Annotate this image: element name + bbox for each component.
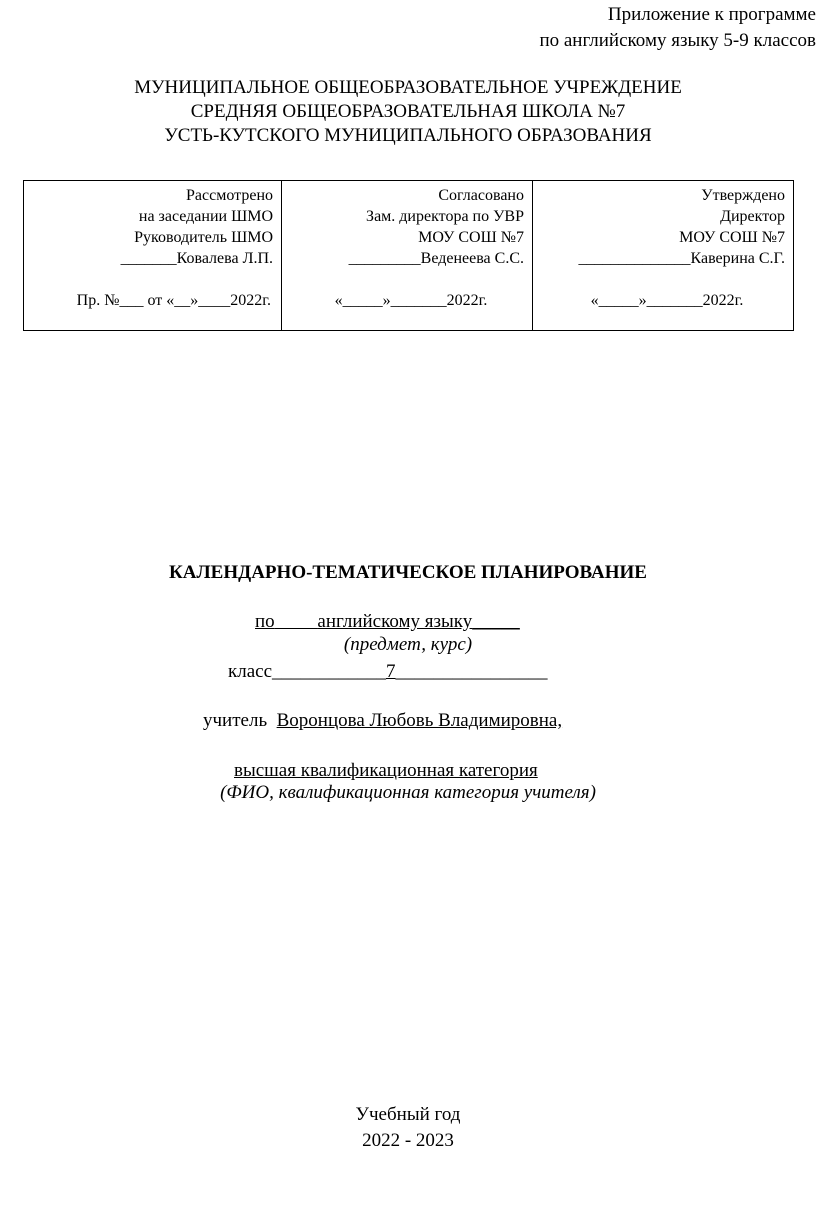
academic-year-value: 2022 - 2023 [362, 1130, 454, 1151]
agreed-date: «_____»_______2022г. [334, 292, 488, 309]
reviewed-role: Руководитель ШМО [134, 229, 273, 246]
school-line-3: УСТЬ-КУТСКОГО МУНИЦИПАЛЬНОГО ОБРАЗОВАНИЯ [164, 125, 652, 146]
school-line-1: МУНИЦИПАЛЬНОЕ ОБЩЕОБРАЗОВАТЕЛЬНОЕ УЧРЕЖДЕНИЕ [134, 77, 682, 98]
teacher-label: учитель [203, 710, 268, 731]
subject-trail: _____ [472, 611, 520, 632]
teacher-name: Воронцова Любовь Владимировна, [276, 710, 563, 731]
appendix-line-1: Приложение к программе [607, 4, 816, 25]
teacher-category: высшая квалификационная категория [234, 760, 538, 781]
grade-trail: ________________ [395, 661, 548, 682]
approved-date: «_____»_______2022г. [590, 292, 744, 309]
academic-year-label: Учебный год [355, 1104, 461, 1125]
reviewed-signature: _______Ковалева Л.П. [120, 250, 273, 267]
approved-org: МОУ СОШ №7 [679, 229, 785, 246]
teacher-note: (ФИО, квалификационная категория учителя) [220, 782, 596, 803]
subject-note: (предмет, курс) [343, 634, 473, 655]
document-title: КАЛЕНДАРНО-ТЕМАТИЧЕСКОЕ ПЛАНИРОВАНИЕ [169, 562, 647, 583]
school-header [0, 76, 816, 148]
appendix-line-2: по английскому языку 5-9 классов [539, 30, 816, 51]
approval-reviewed-cell [24, 181, 282, 330]
teacher-line [203, 710, 562, 732]
reviewed-where: на заседании ШМО [138, 208, 273, 225]
approved-signature: ______________Каверина С.Г. [578, 250, 785, 267]
grade-label: класс [228, 661, 273, 682]
agreed-role: Зам. директора по УВР [366, 208, 524, 225]
grade-value: 7 [386, 661, 396, 682]
approval-table [23, 180, 794, 331]
subject-line [255, 611, 520, 633]
appendix-note [539, 2, 816, 54]
subject-prefix: по [255, 611, 275, 632]
agreed-org: МОУ СОШ №7 [418, 229, 524, 246]
approved-status: Утверждено [701, 187, 785, 204]
reviewed-date: Пр. №___ от «__»____2022г. [76, 292, 271, 309]
agreed-status: Согласовано [438, 187, 524, 204]
grade-line [228, 661, 548, 683]
approval-approved-cell [533, 181, 793, 330]
subject-value: английскому языку [317, 611, 473, 632]
approved-role: Директор [720, 208, 785, 225]
grade-lead: ____________ [272, 661, 387, 682]
agreed-signature: _________Веденеева С.С. [348, 250, 524, 267]
school-line-2: СРЕДНЯЯ ОБЩЕОБРАЗОВАТЕЛЬНАЯ ШКОЛА №7 [190, 101, 626, 122]
academic-year [0, 1102, 816, 1154]
reviewed-status: Рассмотрено [186, 187, 273, 204]
approval-agreed-cell [282, 181, 533, 330]
